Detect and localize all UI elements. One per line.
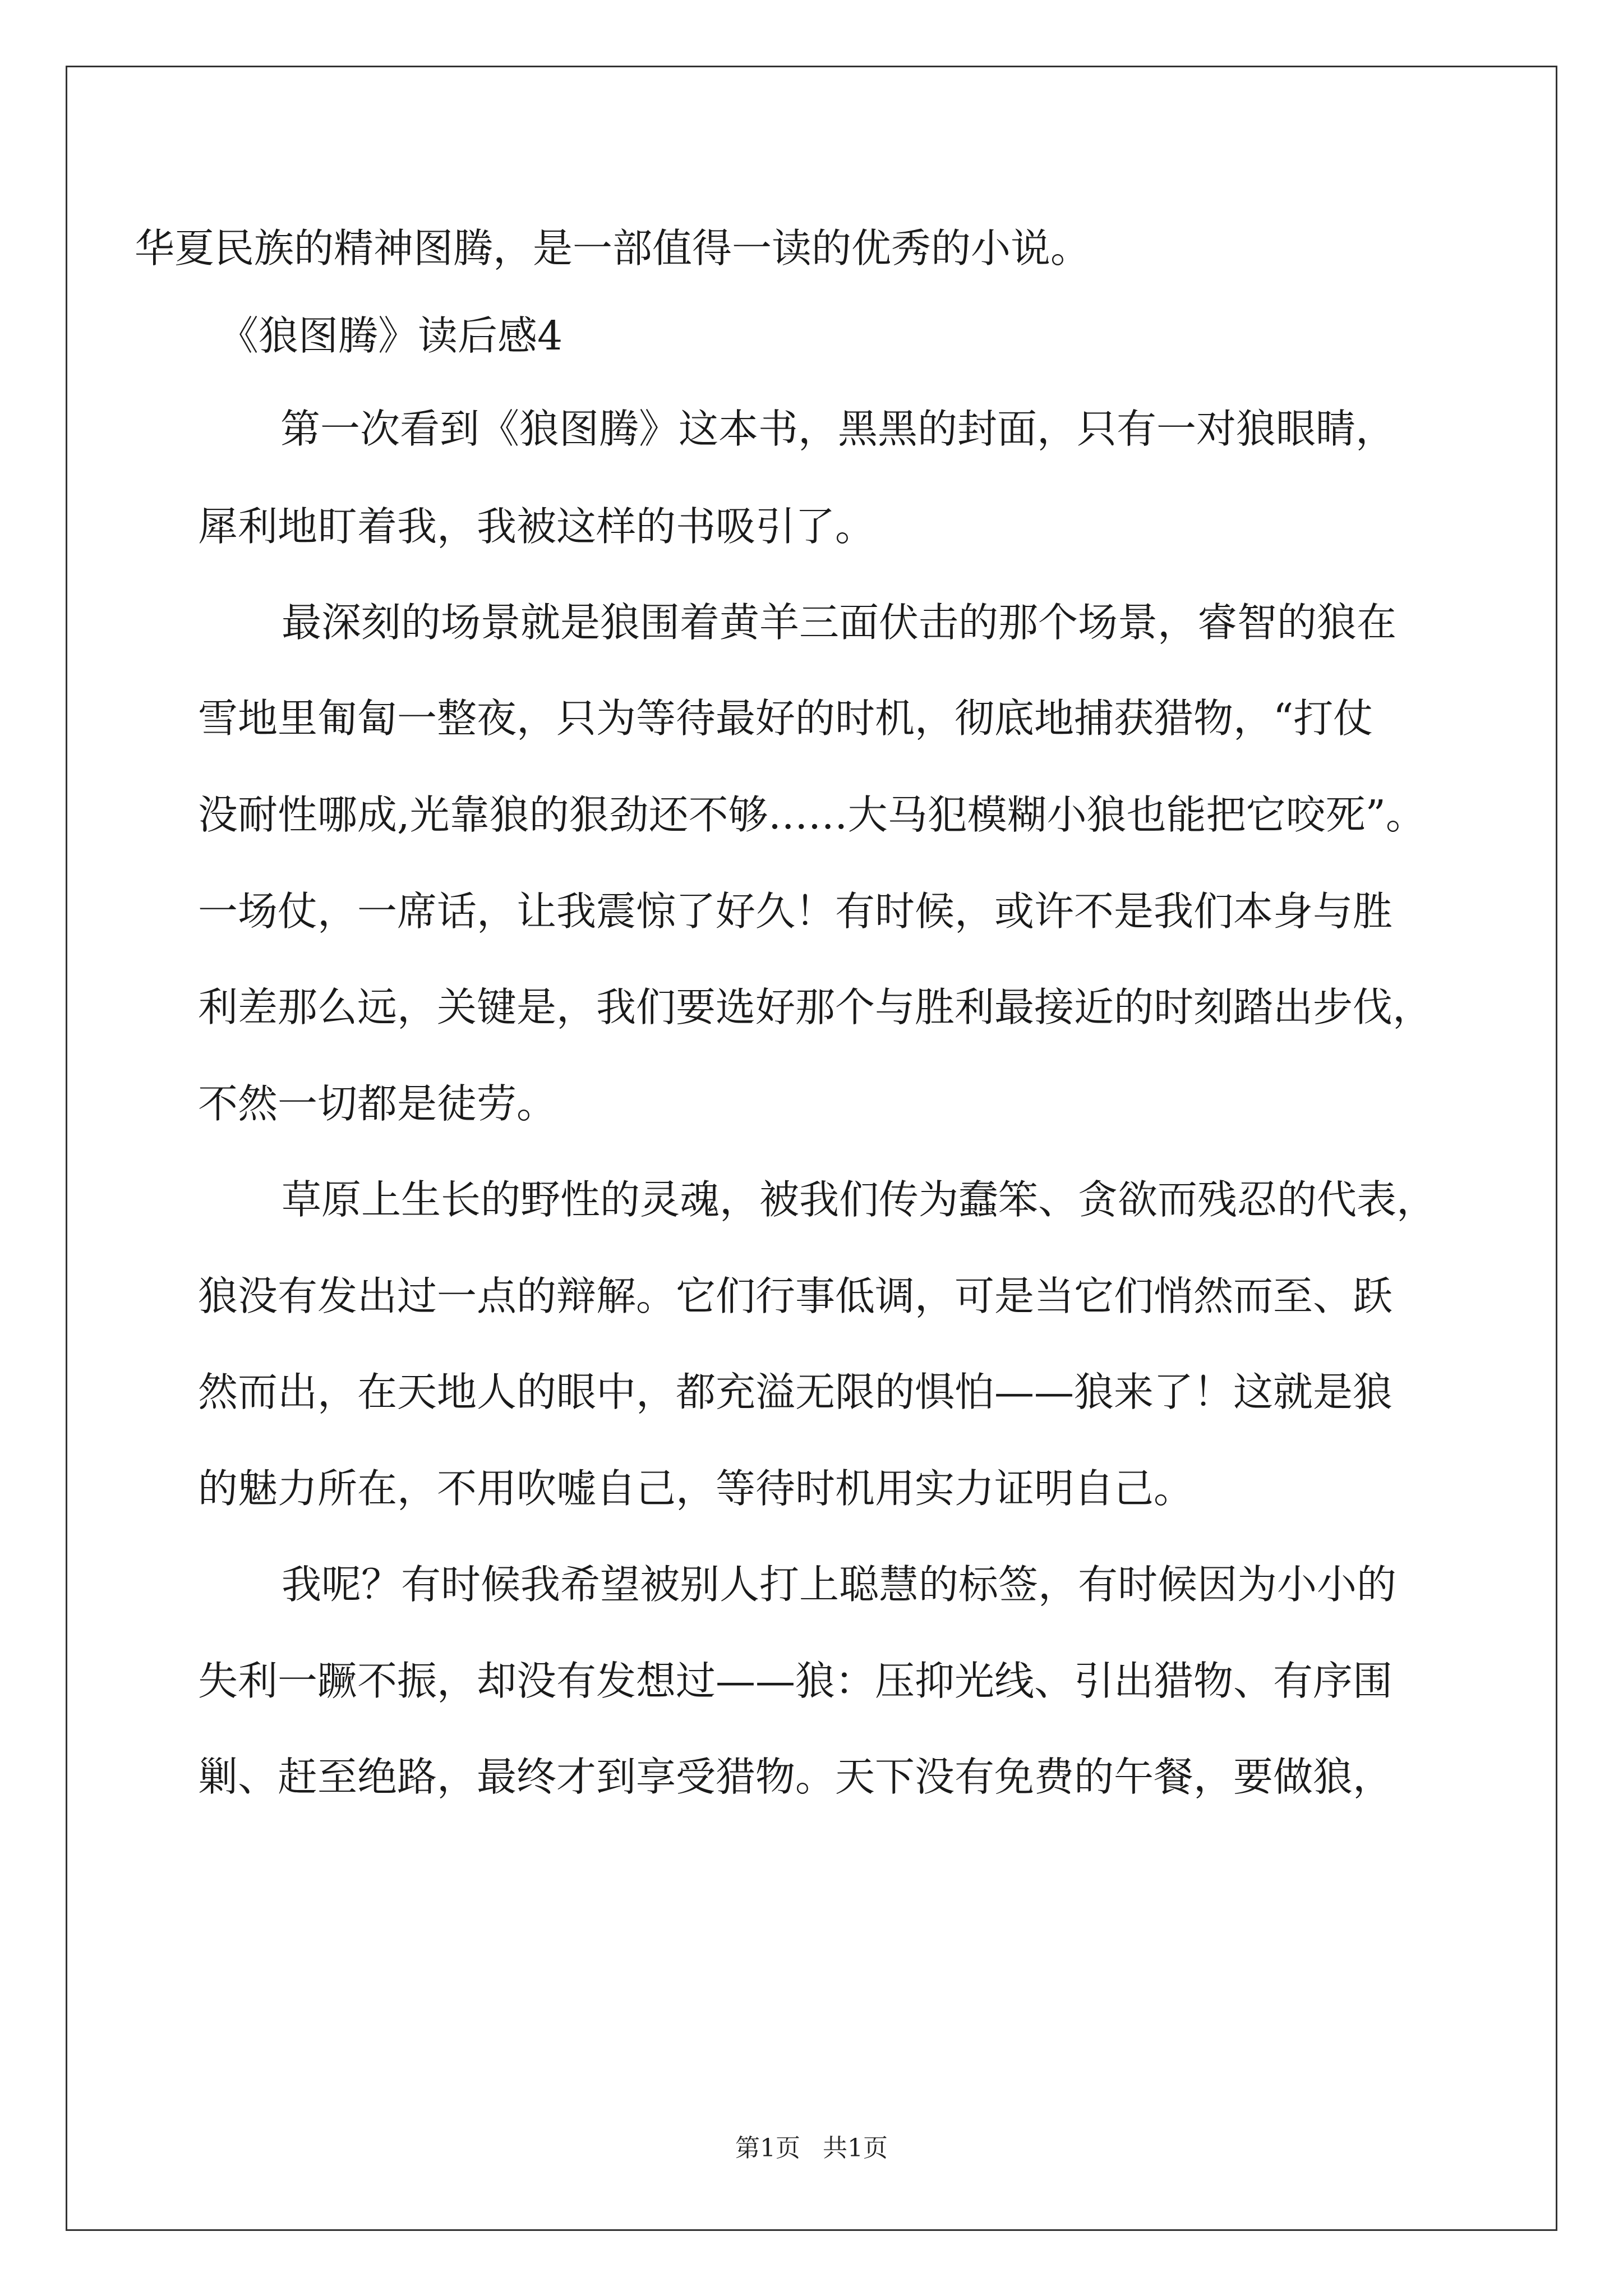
page-footer bbox=[0, 2133, 1623, 2164]
text-line: 不然一切都是徒劳。 bbox=[198, 1080, 557, 1127]
text-line: 第一次看到《狼图腾》这本书，黑黑的封面，只有一对狼眼睛， bbox=[280, 406, 1396, 452]
text-line: 然而出，在天地人的眼中，都充溢无限的惧怕——狼来了！这就是狼 bbox=[198, 1369, 1393, 1415]
text-line: 的魅力所在，不用吹嘘自己，等待时机用实力证明自己。 bbox=[198, 1465, 1194, 1512]
text-line: 最深刻的场景就是狼围着黄羊三面伏击的那个场景，睿智的狼在 bbox=[282, 599, 1397, 646]
text-line: 剿、赶至绝路，最终才到享受猎物。天下没有免费的午餐，要做狼， bbox=[198, 1754, 1393, 1800]
page-number: 第1页 bbox=[735, 2134, 800, 2162]
text-line: 草原上生长的野性的灵魂，被我们传为蠢笨、贪欲而残忍的代表， bbox=[282, 1176, 1437, 1223]
text-line: 没耐性哪成,光靠狼的狠劲还不够……大马犯模糊小狼也能把它咬死”。 bbox=[198, 792, 1426, 838]
section-heading: 《狼图腾》读后感4 bbox=[219, 312, 563, 359]
page-total: 共1页 bbox=[823, 2134, 888, 2162]
text-line: 犀利地盯着我，我被这样的书吸引了。 bbox=[198, 503, 875, 550]
page-border bbox=[66, 66, 1557, 2231]
text-line: 一场仗，一席话，让我震惊了好久！有时候，或许不是我们本身与胜 bbox=[198, 888, 1393, 935]
text-line: 利差那么远，关键是，我们要选好那个与胜利最接近的时刻踏出步伐， bbox=[198, 984, 1433, 1030]
text-line: 华夏民族的精神图腾，是一部值得一读的优秀的小说。 bbox=[135, 225, 1091, 272]
text-line: 雪地里匍匐一整夜，只为等待最好的时机，彻底地捕获猎物，“打仗 bbox=[198, 695, 1373, 742]
text-line: 失利一蹶不振，却没有发想过——狼：压抑光线、引出猎物、有序围 bbox=[198, 1658, 1393, 1704]
text-line: 狼没有发出过一点的辩解。它们行事低调，可是当它们悄然而至、跃 bbox=[198, 1273, 1393, 1319]
text-line: 我呢？有时候我希望被别人打上聪慧的标签，有时候因为小小的 bbox=[282, 1561, 1397, 1608]
